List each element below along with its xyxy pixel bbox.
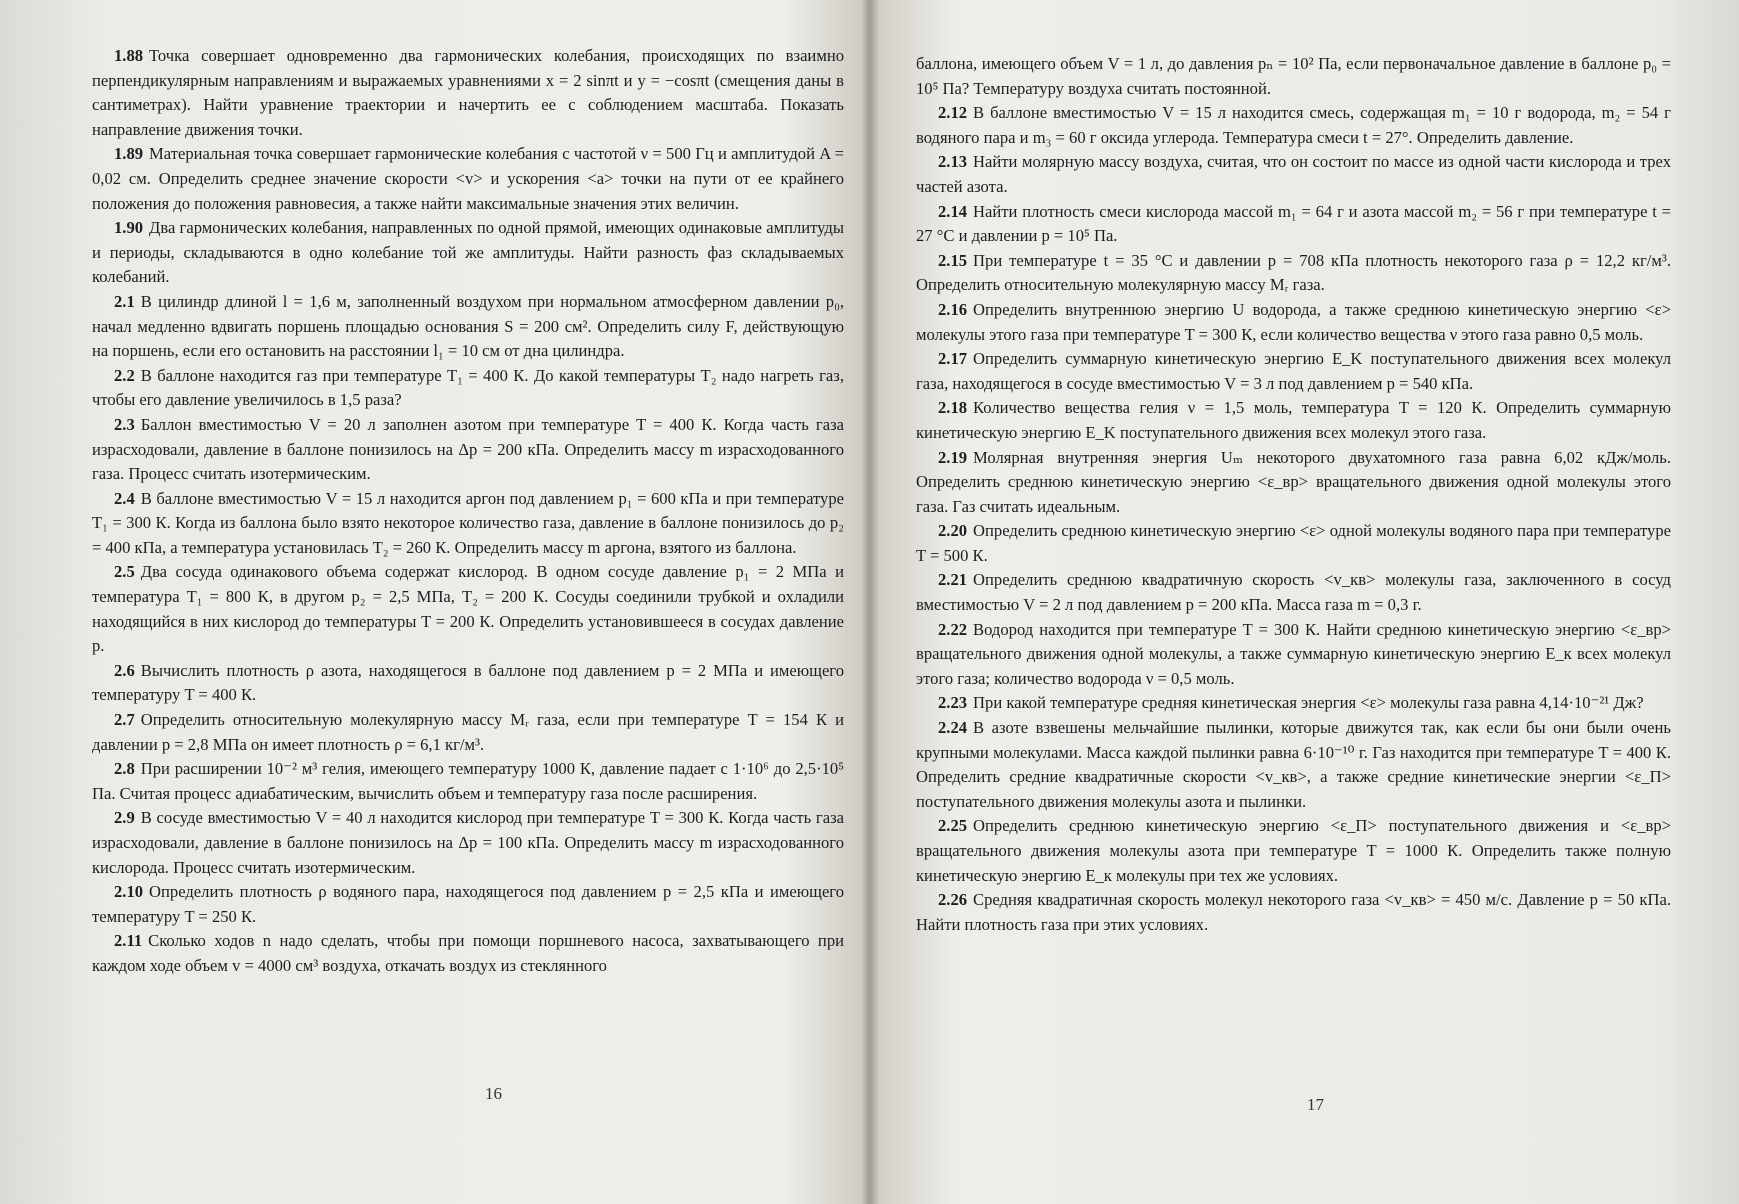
problem-item xyxy=(92,880,844,929)
problem-item xyxy=(916,446,1671,520)
page-number-left: 16 xyxy=(485,1084,502,1103)
problem-text: При расширении 10⁻² м³ гелия, имеющего температуру 1000 К, давление падает с 1·10⁶ до 2,5·10⁵ Па. Считая процесс адиабатическим, вычислить объем и температуру газа после расширения. xyxy=(92,759,844,803)
problem-item xyxy=(916,347,1671,396)
problem-text: Сколько ходов n надо сделать, чтобы при помощи поршневого насоса, захватывающего при каждом ходе объем v = 4000 см³ воздуха, откачать воздух из стеклянного xyxy=(92,931,844,975)
problem-number: 2.17 xyxy=(938,349,968,369)
problem-text: Два сосуда одинакового объема содержат кислород. В одном сосуде давление p₁ = 2 МПа и температура T₁ = 800 К, в другом p₂ = 2,5 МПа, T₂ = 200 К. Сосуды соединили трубкой и охладили находящийся в них кислород до температуры T = 200 К. Определить установившееся в сосудах давление p. xyxy=(92,562,844,656)
problem-item xyxy=(916,396,1671,445)
problem-item xyxy=(92,708,844,757)
problem-number: 2.5 xyxy=(114,562,135,582)
left-problem-list xyxy=(92,44,844,979)
problem-text: Определить суммарную кинетическую энергию E_K поступательного движения всех молекул газа, находящегося в сосуде вместимостью V = 3 л под давлением p = 540 кПа. xyxy=(916,349,1671,393)
problem-item xyxy=(92,142,844,216)
problem-item xyxy=(916,200,1671,249)
problem-number: 2.15 xyxy=(938,250,968,270)
problem-item xyxy=(916,101,1671,150)
problem-number: 2.7 xyxy=(114,710,135,730)
problem-number: 2.4 xyxy=(114,488,135,508)
problem-item xyxy=(92,413,844,487)
problem-number: 2.12 xyxy=(938,103,968,123)
problem-number: 2.19 xyxy=(938,447,968,467)
problem-number: 2.23 xyxy=(938,693,968,713)
problem-item xyxy=(916,691,1671,716)
problem-text: Молярная внутренняя энергия Uₘ некоторого двухатомного газа равна 6,02 кДж/моль. Определить среднюю кинетическую энергию <ε_вр> вращательного движения одной молекулы этого газа. Газ считать идеальным. xyxy=(916,447,1671,516)
problem-text: В баллоне находится газ при температуре T₁ = 400 К. До какой температуры T₂ надо нагреть газ, чтобы его давление увеличилось в 1,5 раза? xyxy=(92,365,844,410)
problem-text: Определить среднюю кинетическую энергию <ε_П> поступательного движения и <ε_вр> вращательного движения молекулы азота при температуре T = 1000 К. Определить также полную кинетическую энергию E_к молекулы при тех же условиях. xyxy=(916,816,1671,885)
problem-item xyxy=(916,568,1671,617)
problem-text: В сосуде вместимостью V = 40 л находится кислород при температуре T = 300 К. Когда часть газа израсходовали, давление в баллоне понизилось на Δp = 100 кПа. Определить массу m израсходованного кислорода. Процесс считать изотермическим. xyxy=(92,808,844,877)
problem-item xyxy=(92,560,844,658)
problem-text: В баллоне вместимостью V = 15 л находится аргон под давлением p₁ = 600 кПа и при температуре T₁ = 300 К. Когда из баллона было взято некоторое количество газа, давление в баллоне понизилось до p₂ = 400 кПа, а температура установилась T₂ = 260 К. Определить массу m аргона, взятого из баллона. xyxy=(92,488,844,557)
problem-item xyxy=(916,888,1671,937)
problem-text: Найти плотность смеси кислорода массой m₁ = 64 г и азота массой m₂ = 56 г при температуре t = 27 °С и давлении p = 10⁵ Па. xyxy=(916,201,1671,246)
problem-text: Водород находится при температуре T = 300 К. Найти среднюю кинетическую энергию <ε_вр> вращательного движения одной молекулы, а также суммарную кинетическую энергию E_к всех молекул этого газа; количество водорода ν = 0,5 моль. xyxy=(916,619,1671,688)
page-number-right: 17 xyxy=(1307,1095,1324,1114)
problem-text: Определить среднюю кинетическую энергию <ε> одной молекулы водяного пара при температуре T = 500 К. xyxy=(916,521,1671,565)
problem-text: Баллон вместимостью V = 20 л заполнен азотом при температуре T = 400 К. Когда часть газа израсходовали, давление в баллоне понизилось на Δp = 200 кПа. Определить массу m израсходованного газа. Процесс считать изотермическим. xyxy=(92,414,844,484)
right-page xyxy=(916,52,1671,937)
problem-number: 1.89 xyxy=(114,144,144,164)
problem-text: В азоте взвешены мельчайшие пылинки, которые движутся так, как если бы они были очень крупными молекулами. Масса каждой пылинки равна 6·10⁻¹⁰ г. Газ находится при температуре T = 400 К. Определить средние квадратичные скорости <v_кв>, а также средние кинетические энергии <ε_П> поступательного движения молекулы азота и пылинки. xyxy=(916,718,1671,811)
problem-item xyxy=(916,716,1671,814)
continuation-text: баллона, имеющего объем V = 1 л, до давления pₙ = 10² Па, если первоначальное давление в баллоне p₀ = 10⁵ Па? Температуру воздуха считать постоянной. xyxy=(916,54,1671,98)
problem-number: 2.20 xyxy=(938,521,968,541)
problem-number: 2.1 xyxy=(114,291,135,311)
problem-number: 2.16 xyxy=(938,299,968,319)
problem-text: При температуре t = 35 °С и давлении p = 708 кПа плотность некоторого газа ρ = 12,2 кг/м³. Определить относительную молекулярную массу Mᵣ газа. xyxy=(916,250,1671,295)
problem-item xyxy=(92,757,844,806)
problem-item xyxy=(92,659,844,708)
problem-item xyxy=(916,150,1671,199)
problem-text: Определить среднюю квадратичную скорость <v_кв> молекулы газа, заключенного в сосуд вместимостью V = 2 л под давлением p = 200 кПа. Масса газа m = 0,3 г. xyxy=(916,570,1671,615)
problem-number: 2.8 xyxy=(114,759,135,779)
problem-text: Средняя квадратичная скорость молекул некоторого газа <v_кв> = 450 м/с. Давление p = 50 кПа. Найти плотность газа при этих условиях. xyxy=(916,890,1671,934)
problem-text: Определить внутреннюю энергию U водорода, а также среднюю кинетическую энергию <ε> молекулы этого газа при температуре T = 300 К, если количество вещества ν этого газа равно 0,5 моль. xyxy=(916,299,1671,344)
problem-number: 2.10 xyxy=(114,882,144,902)
problem-item xyxy=(92,290,844,364)
problem-number: 2.22 xyxy=(938,619,968,639)
problem-item xyxy=(916,814,1671,888)
problem-number: 2.13 xyxy=(938,152,968,172)
right-problem-list xyxy=(916,101,1671,937)
problem-text: Вычислить плотность ρ азота, находящегося в баллоне под давлением p = 2 МПа и имеющего температуру T = 400 К. xyxy=(92,660,844,705)
problem-text: Найти молярную массу воздуха, считая, что он состоит по массе из одной части кислорода и трех частей азота. xyxy=(916,152,1671,196)
problem-text: Материальная точка совершает гармонические колебания с частотой ν = 500 Гц и амплитудой A = 0,02 см. Определить среднее значение скорости <v> и ускорения <a> точки на пути от ее крайнего положения до положения равновесия, а также найти максимальные значения этих величин. xyxy=(92,144,844,213)
problem-number: 2.11 xyxy=(114,931,143,951)
problem-number: 2.3 xyxy=(114,414,135,434)
problem-text: Количество вещества гелия ν = 1,5 моль, температура T = 120 К. Определить суммарную кинетическую энергию E_K поступательного движения всех молекул этого газа. xyxy=(916,398,1671,442)
problem-number: 2.2 xyxy=(114,365,135,385)
problem-item xyxy=(916,298,1671,347)
problem-text: Определить плотность ρ водяного пара, находящегося под давлением p = 2,5 кПа и имеющего температуру T = 250 К. xyxy=(92,882,844,926)
problem-number: 2.24 xyxy=(938,718,968,738)
problem-item xyxy=(92,364,844,413)
problem-item xyxy=(916,618,1671,692)
problem-item xyxy=(92,487,844,561)
problem-item xyxy=(92,216,844,290)
problem-text: В баллоне вместимостью V = 15 л находится смесь, содержащая m₁ = 10 г водорода, m₂ = 54 г водяного пара и m₃ = 60 г оксида углерода. Температура смеси t = 27°. Определить давление. xyxy=(916,103,1671,147)
problem-number: 2.18 xyxy=(938,398,968,418)
problem-number: 2.25 xyxy=(938,816,968,836)
problem-text: Два гармонических колебания, направленных по одной прямой, имеющих одинаковые амплитуды и периоды, складываются в одно колебание той же амплитуды. Найти разность фаз складываемых колебаний. xyxy=(92,218,844,287)
problem-item xyxy=(92,44,844,142)
problem-item xyxy=(92,929,844,978)
problem-text: Точка совершает одновременно два гармонических колебания, происходящих по взаимно перпендикулярным направлениям и выражаемых уравнениями x = 2 sinπt и y = −cosπt (смещения даны в сантиметрах). Найти уравнение траектории и начертить ее с соблюдением масштаба. Показать направление движения точки. xyxy=(92,46,844,139)
problem-number: 1.90 xyxy=(114,218,144,238)
left-page xyxy=(92,44,844,979)
problem-item xyxy=(916,249,1671,298)
problem-number: 2.14 xyxy=(938,201,968,221)
problem-text: Определить относительную молекулярную массу Mᵣ газа, если при температуре T = 154 К и давлении p = 2,8 МПа он имеет плотность ρ = 6,1 кг/м³. xyxy=(92,710,844,754)
problem-text: При какой температуре средняя кинетическая энергия <ε> молекулы газа равна 4,14·10⁻²¹ Дж? xyxy=(973,693,1644,713)
problem-number: 1.88 xyxy=(114,46,144,65)
problem-number: 2.21 xyxy=(938,570,968,590)
problem-number: 2.9 xyxy=(114,808,135,828)
problem-number: 2.26 xyxy=(938,890,968,910)
problem-text: В цилиндр длиной l = 1,6 м, заполненный воздухом при нормальном атмосферном давлении p₀, начал медленно вдвигать поршень площадью основания S = 200 см². Определить силу F, действующую на поршень, если его остановить на расстоянии l₁ = 10 см от дна цилиндра. xyxy=(92,291,844,361)
problem-number: 2.6 xyxy=(114,660,135,680)
problem-item xyxy=(92,806,844,880)
problem-item xyxy=(916,519,1671,568)
